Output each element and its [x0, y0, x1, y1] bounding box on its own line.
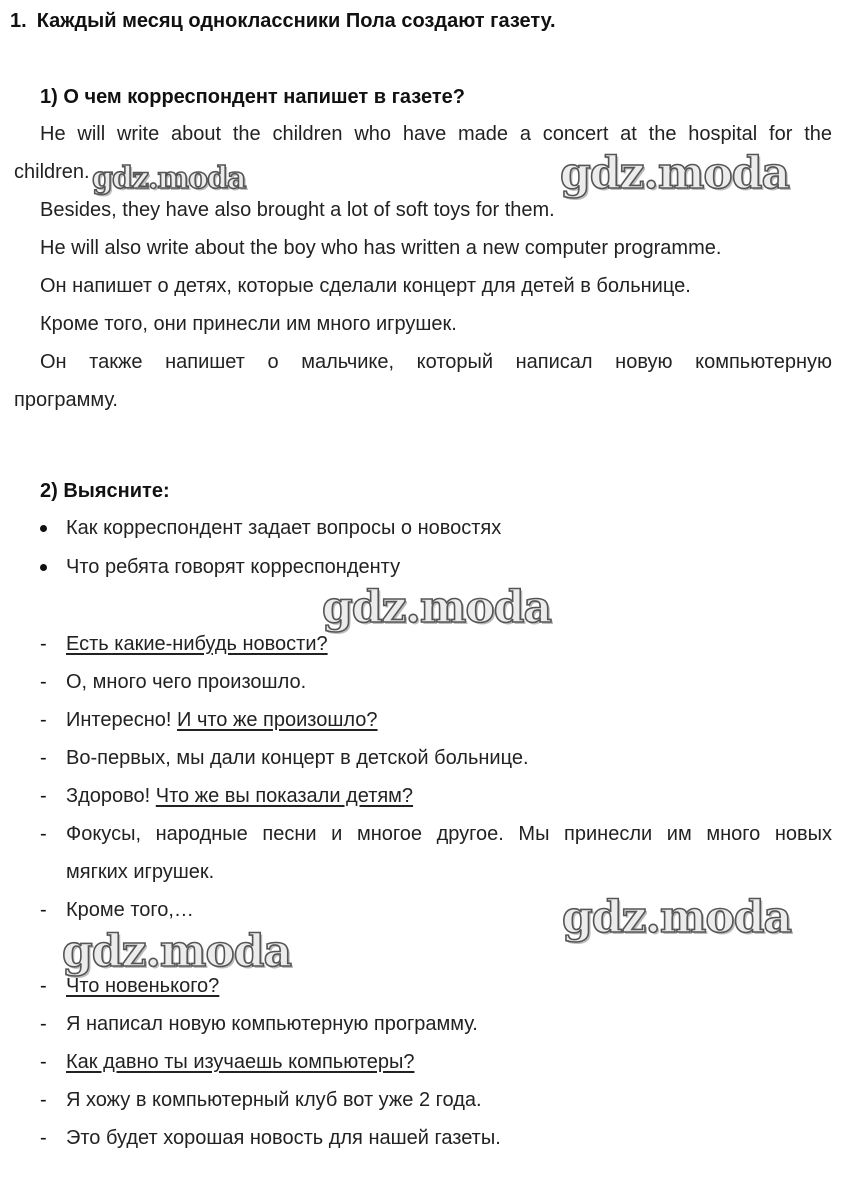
bullet-text: Что ребята говорят корреспонденту [66, 556, 401, 578]
dialog-dash: - [40, 823, 47, 845]
dialog-line [0, 815, 845, 891]
bullet-item [0, 509, 845, 547]
dialog-dash: - [40, 1089, 47, 1111]
dialog-question: Как давно ты изучаешь компьютеры? [66, 1051, 415, 1073]
dialog-dash: - [40, 1013, 47, 1035]
dialog-dash: - [40, 747, 47, 769]
watermark: gdz.moda [562, 892, 792, 943]
dialog-dash: - [40, 975, 47, 997]
dialog-dash: - [40, 1127, 47, 1149]
dialog-text: Кроме того,… [66, 899, 194, 921]
dialog-text: Я хожу в компьютерный клуб вот уже 2 года. [66, 1089, 482, 1111]
dialog-text: Во-первых, мы дали концерт в детской больнице. [66, 747, 529, 769]
dialog-dash: - [40, 899, 47, 921]
dialog-question: И что же произошло? [177, 709, 378, 731]
part2-heading: 2) Выясните: [40, 480, 170, 502]
dialog-text: Интересно! [66, 709, 178, 731]
dialog-question: Есть какие-нибудь новости? [66, 633, 328, 655]
watermark: gdz.moda [560, 148, 790, 199]
dialog-dash: - [40, 785, 47, 807]
dialog-question: Что новенького? [66, 975, 220, 997]
dialog-dash: - [40, 1051, 47, 1073]
dialog-line [0, 663, 845, 701]
dialog-line [0, 701, 845, 739]
part1-line5: Кроме того, они принесли им много игрушек. [40, 313, 457, 335]
part1-line4: Он напишет о детях, которые сделали концерт для детей в больнице. [40, 275, 691, 297]
dialog-line [0, 777, 845, 815]
part1-line6: Он также напишет о мальчике, который написал новую компьютерную [40, 351, 832, 373]
task-title [10, 10, 556, 33]
part1-line2: Besides, they have also brought a lot of soft toys for them. [40, 199, 555, 221]
dialog-line [0, 1005, 845, 1043]
task-title-text: Каждый месяц одноклассники Пола создают газету. [36, 10, 556, 32]
dialog-question: Что же вы показали детям? [155, 785, 414, 807]
dialog-dash: - [40, 633, 47, 655]
dialog-line [0, 1119, 845, 1157]
bullet-text: Как корреспондент задает вопросы о новостях [66, 517, 502, 539]
dialog-text: Здорово! [66, 785, 156, 807]
task-number: 1. [10, 10, 27, 32]
watermark: gdz.moda [62, 926, 292, 977]
dialog-dash: - [40, 709, 47, 731]
dialog-text: Это будет хорошая новость для нашей газеты. [66, 1127, 501, 1149]
dialog-text: Я написал новую компьютерную программу. [66, 1013, 478, 1035]
part1-heading: 1) О чем корреспондент напишет в газете? [40, 86, 465, 108]
watermark: gdz.moda [92, 161, 246, 196]
bullet-item [0, 548, 845, 586]
dialog-text: О, много чего произошло. [66, 671, 307, 693]
dialog-dash: - [40, 671, 47, 693]
part1-line1-end: children. [14, 161, 90, 183]
dialog-text-continued: мягких игрушек. [66, 861, 215, 883]
dialog-text: Фокусы, народные песни и многое другое. Мы принесли им много новых [66, 823, 832, 845]
watermark: gdz.moda [322, 582, 552, 633]
part1-line1: He will write about the children who have made a concert at the hospital for the [40, 123, 832, 145]
dialog-line [0, 1081, 845, 1119]
dialog-line [0, 739, 845, 777]
dialog-line [0, 1043, 845, 1081]
part1-line3: He will also write about the boy who has written a new computer programme. [40, 237, 722, 259]
part1-line6-end: программу. [14, 389, 118, 411]
bullet-dot-icon [40, 564, 47, 571]
bullet-dot-icon [40, 525, 47, 532]
